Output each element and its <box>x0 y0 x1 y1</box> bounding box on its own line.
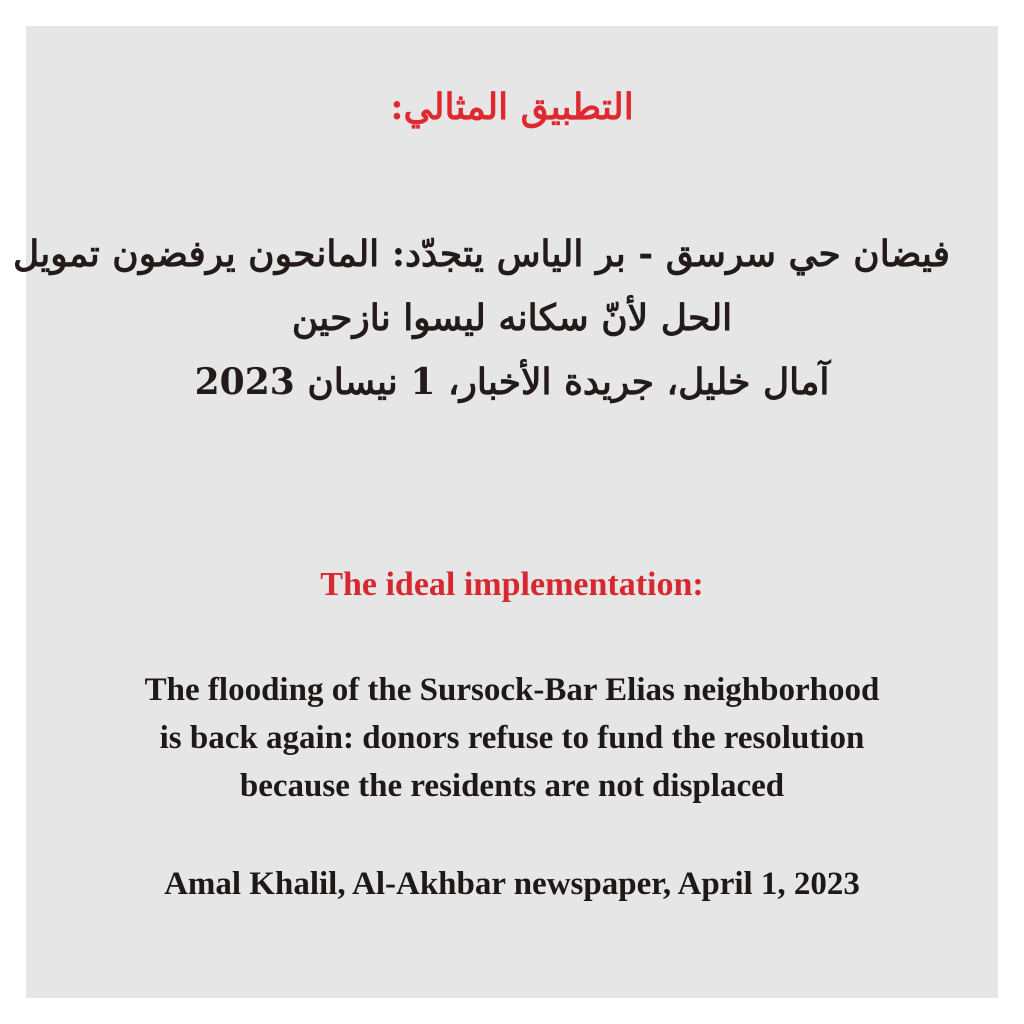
arabic-credit-line: آمال خليل، جريدة الأخبار، 1 نيسان 2023 <box>194 361 830 403</box>
english-title-line-3: because the residents are not displaced <box>239 768 785 804</box>
arabic-title-line-1: فيضان حي سرسق - بر الياس يتجدّد: المانحون يرفضون تمويل <box>13 233 950 275</box>
arabic-title-block <box>13 222 998 414</box>
english-title-block <box>26 666 998 810</box>
english-heading: The ideal implementation: <box>320 566 704 603</box>
arabic-title-line-2: الحل لأنّ سكانه ليسوا نازحين <box>291 297 733 339</box>
english-credit-line: Amal Khalil, Al-Akhbar newspaper, April 1, 2023 <box>164 866 860 902</box>
arabic-heading: التطبيق المثالي: <box>390 86 634 128</box>
english-title-line-2: is back again: donors refuse to fund the resolution <box>159 720 865 756</box>
english-title-line-1: The flooding of the Sursock-Bar Elias neighborhood <box>144 672 880 708</box>
quote-card <box>13 26 998 998</box>
